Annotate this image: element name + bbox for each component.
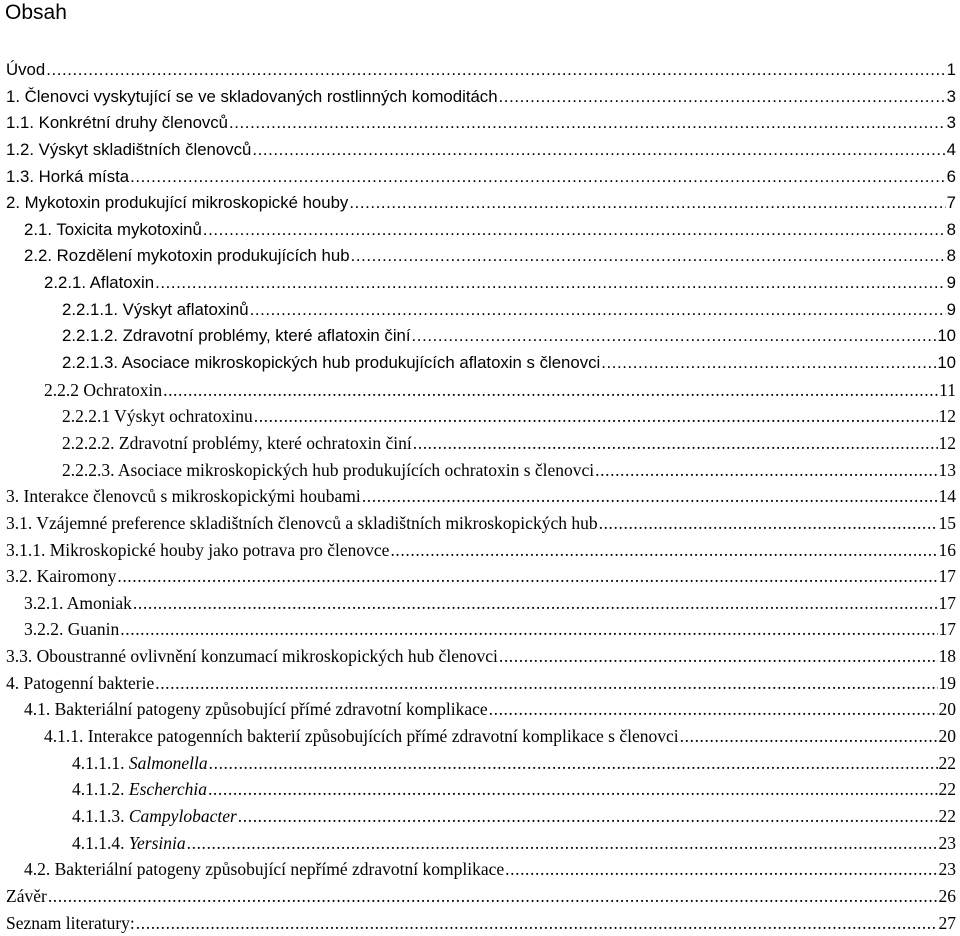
toc-entry-page: 11 <box>939 377 960 404</box>
toc-entry-taxon: Campylobacter <box>129 806 237 826</box>
toc-leader-dots <box>133 590 938 617</box>
toc-entry-title: 1.3. Horká místa <box>6 164 129 191</box>
toc-leader-dots <box>117 563 937 590</box>
toc-leader-dots <box>187 830 938 857</box>
toc-leader-dots <box>680 723 938 750</box>
toc-entry[interactable] <box>0 164 960 191</box>
toc-entry-title: 4. Patogenní bakterie <box>6 670 154 697</box>
toc-entry[interactable] <box>0 696 960 723</box>
toc-entry-number: 4.1.1.3. <box>72 806 129 826</box>
toc-leader-dots <box>252 137 945 164</box>
toc-leader-dots <box>136 910 938 936</box>
toc-entry-page: 17 <box>939 563 960 590</box>
toc-entry-title: 4.2. Bakteriální patogeny způsobující nepřímé zdravotní komplikace <box>24 856 504 883</box>
toc-leader-dots <box>120 616 937 643</box>
toc-entry-page: 3 <box>947 84 960 111</box>
toc-entry-taxon: Salmonella <box>129 753 208 773</box>
toc-entry-page: 17 <box>939 590 960 617</box>
toc-entry[interactable] <box>0 483 960 510</box>
toc-entry-title: Úvod <box>6 57 45 84</box>
toc-entry[interactable] <box>0 297 960 324</box>
toc-leader-dots <box>254 403 938 430</box>
toc-entry[interactable] <box>0 776 960 803</box>
toc-entry[interactable] <box>0 457 960 484</box>
toc-entry[interactable] <box>0 616 960 643</box>
page-title: Obsah <box>5 0 67 26</box>
toc-entry-page: 26 <box>939 883 960 910</box>
toc-entry[interactable] <box>0 563 960 590</box>
toc-leader-dots <box>413 430 938 457</box>
toc-entry[interactable] <box>0 217 960 244</box>
toc-entry-page: 6 <box>947 164 960 191</box>
toc-entry[interactable] <box>0 270 960 297</box>
toc-entry[interactable] <box>0 243 960 270</box>
toc-leader-dots <box>499 643 938 670</box>
toc-entry-page: 12 <box>939 430 960 457</box>
toc-entry[interactable] <box>0 670 960 697</box>
toc-entry-page: 22 <box>939 750 960 777</box>
toc-entry[interactable] <box>0 723 960 750</box>
toc-leader-dots <box>489 696 938 723</box>
table-of-contents <box>0 57 960 936</box>
toc-entry-page: 9 <box>947 297 960 324</box>
toc-entry-title: 2.2.2 Ochratoxin <box>44 377 162 404</box>
toc-leader-dots <box>163 377 938 404</box>
toc-entry-page: 1 <box>947 57 960 84</box>
toc-entry-page: 14 <box>939 483 960 510</box>
toc-entry-title <box>72 830 186 857</box>
toc-entry[interactable] <box>0 883 960 910</box>
toc-entry-title <box>72 803 237 830</box>
toc-entry-title: 2.2.1.3. Asociace mikroskopických hub produkujících aflatoxin s členovci <box>62 350 600 377</box>
toc-leader-dots <box>229 110 946 137</box>
toc-entry-title: Seznam literatury: <box>6 910 135 936</box>
toc-entry-taxon: Escherchia <box>129 779 207 799</box>
toc-entry-page: 17 <box>939 616 960 643</box>
toc-entry[interactable] <box>0 403 960 430</box>
toc-entry-number: 4.1.1.2. <box>72 779 129 799</box>
toc-leader-dots <box>601 350 936 377</box>
toc-entry-page: 9 <box>947 270 960 297</box>
toc-leader-dots <box>155 270 946 297</box>
toc-entry[interactable] <box>0 323 960 350</box>
toc-leader-dots <box>505 856 937 883</box>
toc-entry[interactable] <box>0 830 960 857</box>
toc-entry-title: 1. Členovci vyskytující se ve skladovaných rostlinných komoditách <box>6 84 498 111</box>
toc-entry-title: 1.1. Konkrétní druhy členovců <box>6 110 228 137</box>
toc-leader-dots <box>412 323 937 350</box>
toc-entry-title: 2.2.1.2. Zdravotní problémy, které aflatoxin činí <box>62 323 411 350</box>
toc-entry[interactable] <box>0 190 960 217</box>
toc-entry-title <box>72 750 208 777</box>
toc-leader-dots <box>238 803 938 830</box>
toc-entry[interactable] <box>0 57 960 84</box>
toc-entry-page: 20 <box>939 723 960 750</box>
toc-entry-title: 4.1. Bakteriální patogeny způsobující přímé zdravotní komplikace <box>24 696 488 723</box>
toc-entry-title: 2.2.2.1 Výskyt ochratoxinu <box>62 403 253 430</box>
toc-entry-title: 3.1.1. Mikroskopické houby jako potrava pro členovce <box>6 537 389 564</box>
toc-entry-page: 23 <box>939 856 960 883</box>
toc-entry[interactable] <box>0 430 960 457</box>
toc-entry-page: 12 <box>939 403 960 430</box>
toc-leader-dots <box>130 164 946 191</box>
toc-entry[interactable] <box>0 856 960 883</box>
toc-leader-dots <box>209 750 938 777</box>
toc-entry-page: 7 <box>947 190 960 217</box>
toc-entry-page: 10 <box>937 323 960 350</box>
toc-entry-title: 3.2. Kairomony <box>6 563 116 590</box>
toc-leader-dots <box>349 190 945 217</box>
toc-entry-page: 15 <box>939 510 960 537</box>
toc-entry[interactable] <box>0 803 960 830</box>
toc-leader-dots <box>208 776 938 803</box>
toc-entry[interactable] <box>0 643 960 670</box>
toc-leader-dots <box>155 670 937 697</box>
toc-entry[interactable] <box>0 110 960 137</box>
toc-entry[interactable] <box>0 750 960 777</box>
toc-entry-page: 13 <box>939 457 960 484</box>
toc-leader-dots <box>499 84 946 111</box>
toc-leader-dots <box>362 483 938 510</box>
toc-entry-title: 2.2.2.3. Asociace mikroskopických hub produkujících ochratoxin s členovci <box>62 457 594 484</box>
toc-entry-title: Závěr <box>6 883 47 910</box>
toc-entry-page: 3 <box>947 110 960 137</box>
toc-entry-page: 18 <box>939 643 960 670</box>
toc-leader-dots <box>599 510 938 537</box>
toc-leader-dots <box>48 883 938 910</box>
toc-entry-taxon: Yersinia <box>129 833 186 853</box>
toc-entry-page: 27 <box>939 910 960 936</box>
toc-entry-page: 8 <box>947 243 960 270</box>
toc-entry[interactable] <box>0 590 960 617</box>
toc-entry[interactable] <box>0 510 960 537</box>
toc-entry-title: 4.1.1. Interakce patogenních bakterií způsobujících přímé zdravotní komplikace s členovci <box>44 723 679 750</box>
toc-entry[interactable] <box>0 537 960 564</box>
toc-leader-dots <box>390 537 937 564</box>
toc-entry-title: 2.1. Toxicita mykotoxinů <box>24 217 202 244</box>
toc-entry-title <box>72 776 207 803</box>
toc-leader-dots <box>351 243 946 270</box>
toc-entry-page: 16 <box>939 537 960 564</box>
toc-leader-dots <box>46 57 945 84</box>
toc-entry-title: 2.2.2.2. Zdravotní problémy, které ochratoxin činí <box>62 430 412 457</box>
toc-entry-page: 23 <box>939 830 960 857</box>
toc-entry[interactable] <box>0 910 960 936</box>
toc-entry-number: 4.1.1.1. <box>72 753 129 773</box>
toc-entry[interactable] <box>0 350 960 377</box>
toc-leader-dots <box>203 217 946 244</box>
toc-entry-page: 10 <box>937 350 960 377</box>
toc-entry-title: 1.2. Výskyt skladištních členovců <box>6 137 251 164</box>
toc-entry-title: 3.2.2. Guanin <box>24 616 119 643</box>
toc-entry[interactable] <box>0 377 960 404</box>
toc-entry-page: 8 <box>947 217 960 244</box>
toc-entry-title: 3.1. Vzájemné preference skladištních členovců a skladištních mikroskopických hub <box>6 510 598 537</box>
toc-entry-title: 2. Mykotoxin produkující mikroskopické houby <box>6 190 348 217</box>
toc-entry-title: 3. Interakce členovců s mikroskopickými houbami <box>6 483 361 510</box>
toc-entry[interactable] <box>0 84 960 111</box>
toc-entry-title: 2.2. Rozdělení mykotoxin produkujících hub <box>24 243 350 270</box>
toc-entry-page: 22 <box>939 803 960 830</box>
toc-entry-page: 19 <box>939 670 960 697</box>
toc-leader-dots <box>250 297 946 324</box>
toc-leader-dots <box>595 457 937 484</box>
toc-entry-title: 2.2.1. Aflatoxin <box>44 270 154 297</box>
toc-entry-title: 3.3. Oboustranné ovlivnění konzumací mikroskopických hub členovci <box>6 643 498 670</box>
toc-entry-title: 3.2.1. Amoniak <box>24 590 132 617</box>
toc-entry-page: 4 <box>947 137 960 164</box>
toc-entry-title: 2.2.1.1. Výskyt aflatoxinů <box>62 297 249 324</box>
toc-entry-page: 22 <box>939 776 960 803</box>
toc-entry-number: 4.1.1.4. <box>72 833 129 853</box>
toc-entry-page: 20 <box>939 696 960 723</box>
toc-entry[interactable] <box>0 137 960 164</box>
